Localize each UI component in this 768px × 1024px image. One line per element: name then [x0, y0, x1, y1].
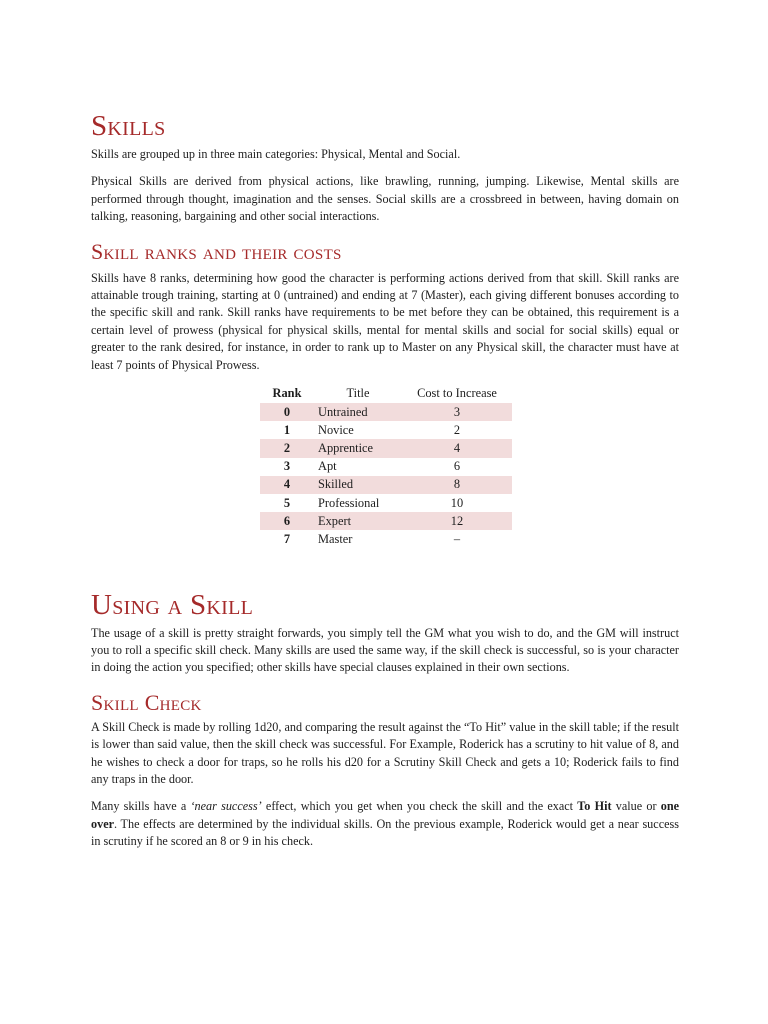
table-row	[260, 439, 512, 457]
rank-cell: 7	[283, 531, 291, 546]
rank-cell: 1	[283, 422, 291, 437]
table-row	[260, 403, 512, 421]
page-content	[91, 108, 679, 851]
rank-column-header: Rank	[272, 386, 302, 401]
skill-ranks-heading: Skill ranks and their costs	[91, 238, 342, 264]
table-row	[260, 421, 512, 439]
title-cell: Expert	[314, 512, 402, 530]
cost-cell: 10	[450, 495, 464, 510]
rank-cell: 6	[260, 512, 314, 530]
skill-check-paragraph: A Skill Check is made by rolling 1d20, and comparing the result against the “To Hit” value in the skill table; if the result is lower than said value, then the skill check was successful. For Example, Roderick has a scrutiny to hit value of 8, and he wishes to check a door for traps, so he rolls his d20 for a Scrutiny Skill Check and gets a 10; Roderick fails to find any traps in the door.	[91, 719, 679, 786]
cost-cell: 3	[402, 403, 512, 421]
table-row	[260, 476, 512, 494]
near-success-text-3: value or	[611, 799, 661, 814]
cost-cell: 12	[402, 512, 512, 530]
table-row	[260, 458, 512, 476]
cost-cell: 4	[402, 439, 512, 457]
skills-heading: Skills	[91, 110, 166, 142]
title-cell: Apt	[318, 459, 337, 474]
rank-cell: 4	[260, 476, 314, 494]
rank-cell: 3	[283, 459, 291, 474]
rank-cell: 2	[260, 439, 314, 457]
using-a-skill-heading: Using a Skill	[91, 588, 254, 621]
one-over-term: one over	[91, 799, 680, 831]
title-cell: Professional	[318, 495, 380, 510]
near-success-text-2: effect, which you get when you check the skill and the exact	[261, 799, 578, 814]
to-hit-term: To Hit	[577, 799, 612, 814]
near-success-text-1: Many skills have a	[91, 799, 191, 814]
cost-cell: 6	[453, 459, 461, 474]
rank-cell: 5	[283, 495, 291, 510]
near-success-paragraph	[91, 798, 679, 850]
cost-column-header: Cost to Increase	[417, 386, 497, 401]
title-cell: Novice	[318, 422, 354, 437]
table-header-row	[260, 384, 512, 403]
title-cell: Untrained	[314, 403, 402, 421]
skill-types-paragraph: Physical Skills are derived from physical actions, like brawling, running, jumping. Likewise, Mental skills are performed through thought, imagination and the senses. Social skills are a crossbreed in between, having domain on talking, reasoning, bargaining and other social interactions.	[91, 174, 679, 224]
skill-ranks-table	[260, 384, 512, 549]
cost-cell: 8	[402, 476, 512, 494]
using-a-skill-paragraph: The usage of a skill is pretty straight forwards, you simply tell the GM what you wish to do, and the GM will instruct you to roll a specific skill check. Many skills are used the same way, if the skill check is successful, so is your character in doing the action you specified; other skills have special clauses explained in their own sections.	[91, 625, 679, 675]
title-cell: Apprentice	[314, 439, 402, 457]
table-row	[260, 530, 512, 548]
near-success-text-4: . The effects are determined by the individual skills. On the previous example, Roderick would get a near success in scrutiny if he scored an 8 or 9 in his check.	[91, 816, 679, 849]
title-cell: Skilled	[314, 476, 402, 494]
cost-cell: 2	[453, 422, 461, 437]
skill-ranks-paragraph: Skills have 8 ranks, determining how good the character is performing actions derived from that skill. Skill ranks are attainable trough training, starting at 0 (untrained) and ending at 7 (Master), each giving different bonuses according to the specific skill and rank. Skill ranks have requirements to be met before they can be obtained, this requirement is a certain level of prowess (physical for physical skills, mental for mental skills and social for social skills) equal or greater to the rank desired, for instance, in order to rank up to Master on any Physical skill, the character must have at least 7 points of Physical Prowess.	[91, 270, 679, 372]
title-column-header: Title	[346, 386, 370, 401]
title-cell: Master	[318, 531, 353, 546]
table-row	[260, 494, 512, 512]
rank-cell: 0	[260, 403, 314, 421]
skill-check-heading: Skill Check	[91, 689, 202, 715]
table-row	[260, 512, 512, 530]
skills-intro-paragraph: Skills are grouped up in three main categories: Physical, Mental and Social.	[91, 147, 461, 161]
near-success-term: ‘near success’	[190, 799, 262, 814]
cost-cell: –	[453, 531, 461, 546]
